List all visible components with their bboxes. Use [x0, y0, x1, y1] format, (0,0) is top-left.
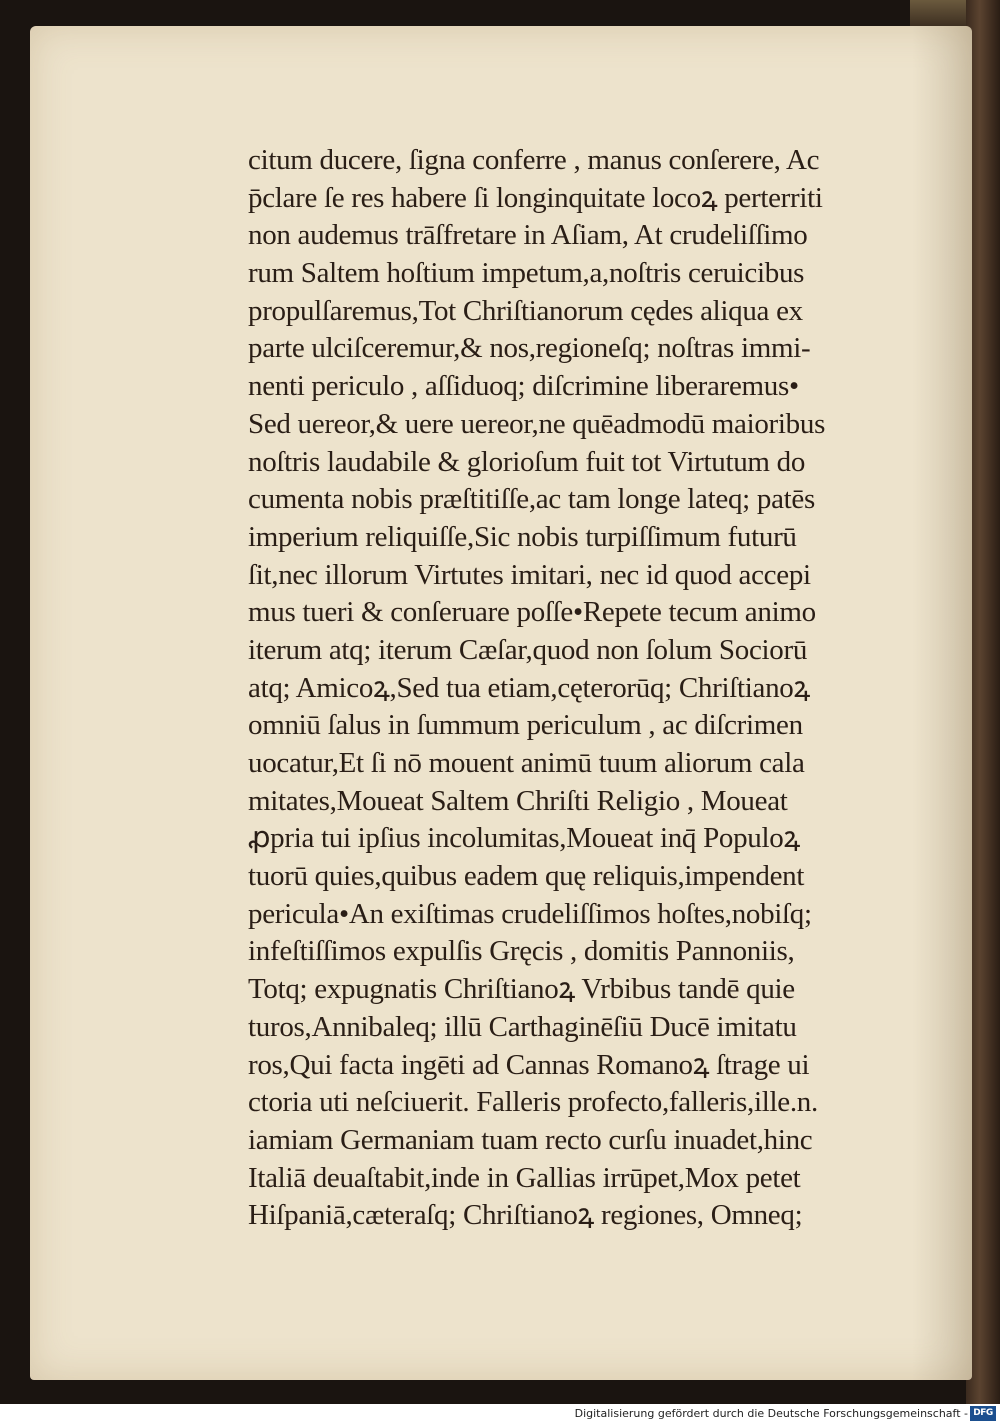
text-line: citum ducere, ſigna conferre , manus conſerere, Ac	[248, 144, 820, 176]
text-line: non audemus trāſfretare in Aſiam, At crudeliſſimo	[248, 219, 808, 252]
text-line: Hiſpaniā,cæteraſq; Chriſtianoꝝ regiones, Omneq;	[248, 1199, 803, 1232]
footer-bar	[0, 1404, 1000, 1424]
text-line: omniū ſalus in ſummum periculum , ac diſcrimen	[248, 709, 803, 742]
text-line: turos,Annibaleq; illū Carthaginēſiū Ducē imitatu	[248, 1010, 797, 1043]
text-line: pericula•An exiſtimas crudeliſſimos hoſtes,nobiſq;	[248, 897, 812, 930]
text-line: mus tueri & conſeruare poſſe•Repete tecum animo	[248, 596, 816, 629]
text-line: infeſtiſſimos expulſis Gręcis , domitis Pannoniis,	[248, 935, 795, 968]
text-line: propulſaremus,Tot Chriſtianorum cędes aliqua ex	[248, 294, 803, 327]
text-line: imperium reliquiſſe,Sic nobis turpiſſimum futurū	[248, 520, 797, 553]
text-line: uocatur,Et ſi nō mouent animū tuum aliorum cala	[248, 747, 805, 779]
page-text-block	[248, 142, 948, 1235]
text-line: iamiam Germaniam tuam recto curſu inuadet,hinc	[248, 1123, 813, 1156]
text-line: ros,Qui facta ingēti ad Cannas Romanoꝝ ſtrage ui	[248, 1048, 810, 1081]
text-line: Totq; expugnatis Chriſtianoꝝ Vrbibus tandē quie	[248, 973, 795, 1006]
text-line: nenti periculo , aſſiduoq; diſcrimine liberaremus•	[248, 370, 799, 403]
text-line: iterum atq; iterum Cæſar,quod non ſolum Sociorū	[248, 633, 808, 666]
text-line: p̄clare ſe res habere ſi longinquitate locoꝝ perterriti	[248, 181, 823, 214]
text-line: rum Saltem hoſtium impetum,a,noſtris ceruicibus	[248, 257, 805, 290]
text-line: Italiā deuaſtabit,inde in Gallias irrūpet,Mox petet	[248, 1161, 801, 1194]
text-line: ctoria uti neſciuerit. Falleris profecto,falleris,ille.n.	[248, 1086, 818, 1119]
text-line: atq; Amicoꝝ,Sed tua etiam,cęterorūq; Chriſtianoꝝ	[248, 671, 810, 704]
text-line: Sed uereor,& uere uereor,ne quēadmodū maioribus	[248, 407, 826, 440]
text-line: noſtris laudabile & glorioſum fuit tot Virtutum do	[248, 445, 806, 478]
text-line: cumenta nobis præſtitiſſe,ac tam longe lateq; patēs	[248, 483, 815, 516]
digitization-credit: Digitalisierung gefördert durch die Deutsche Forschungsgemeinschaft -	[574, 1407, 968, 1420]
book-page	[30, 26, 972, 1380]
text-line: ſit,nec illorum Virtutes imitari, nec id quod accepi	[248, 558, 811, 591]
text-line: tuorū quies,quibus eadem quę reliquis,impendent	[248, 860, 805, 893]
text-line: parte ulciſceremur,& nos,regioneſq; noſtras immi-	[248, 332, 811, 365]
dfg-logo: DFG	[970, 1406, 996, 1421]
text-line: mitates,Moueat Saltem Chriſti Religio , Moueat	[248, 784, 788, 817]
text-line: ꝓpria tui ipſius incolumitas,Moueat inq̄ Populoꝝ	[248, 822, 800, 855]
